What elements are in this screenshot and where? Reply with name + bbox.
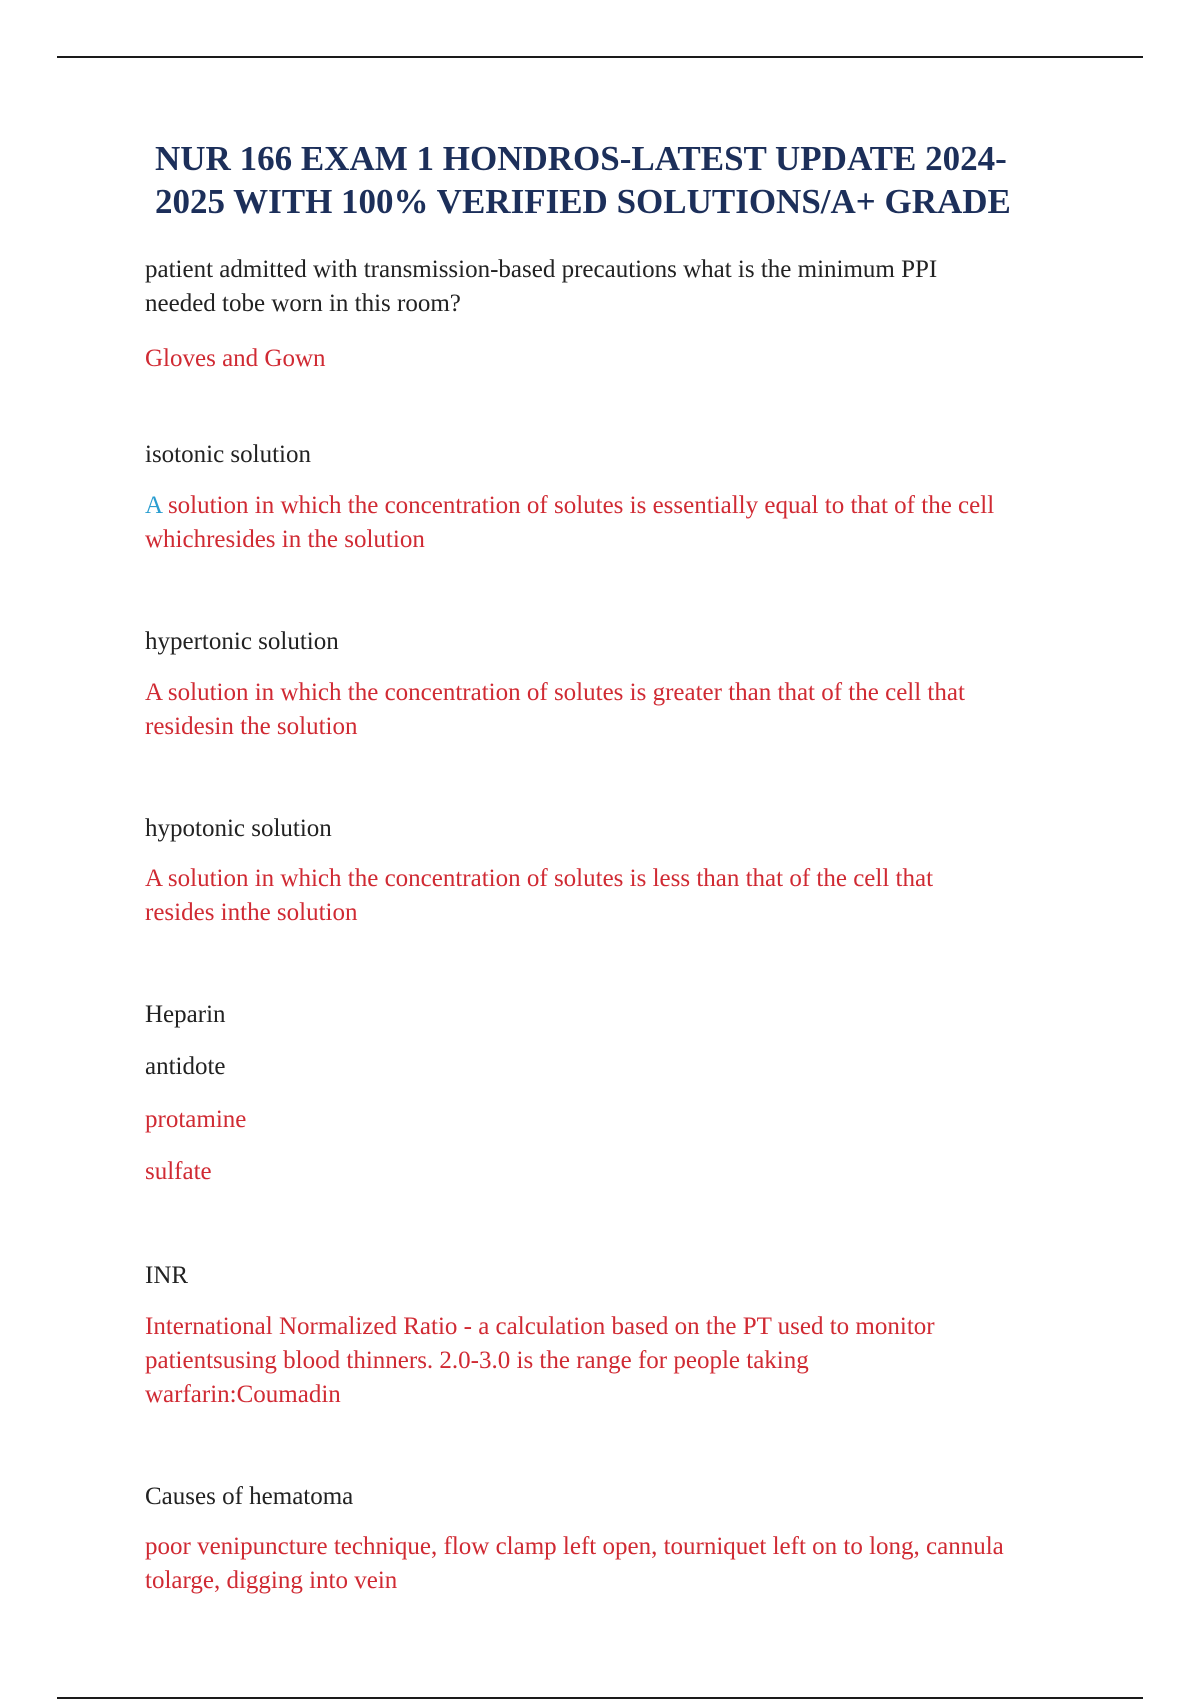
answer-inr: International Normalized Ratio - a calculation based on the PT used to monitor patientsusing blood thinners. 2.0-3.0 is the range for people taking warfarin:Coumadin [145,1313,935,1408]
answer-sulfate: sulfate [145,1158,212,1185]
question-causes-of-hematoma: Causes of hematoma [145,1483,354,1510]
answer-ppe-precautions: Gloves and Gown [145,345,326,372]
answer-protamine: protamine [145,1106,247,1133]
answer-hypertonic-solution: A solution in which the concentration of solutes is greater than that of the cell that residesin the solution [145,679,965,740]
answer-hypotonic-solution: A solution in which the concentration of solutes is less than that of the cell that resides inthe solution [145,865,934,926]
question-hypotonic-solution: hypotonic solution [145,815,332,842]
question-ppe-precautions: patient admitted with transmission-based precautions what is the minimum PPI needed tobe worn in this room? [145,256,938,317]
question-heparin: Heparin [145,1001,226,1028]
answer-isotonic-solution [145,489,1035,557]
question-antidote: antidote [145,1053,226,1080]
top-rule [57,56,1143,58]
answer-causes-of-hematoma: poor venipuncture technique, flow clamp left open, tourniquet left on to long, cannula tolarge, digging into vein [145,1533,1004,1594]
bottom-rule [57,1697,1143,1699]
answer-lead-letter: A [145,492,162,519]
answer-isotonic-text: solution in which the concentration of solutes is essentially equal to that of the cell whichresides in the solution [145,492,995,553]
document-title: NUR 166 EXAM 1 HONDROS-LATEST UPDATE 2024-2025 WITH 100% VERIFIED SOLUTIONS/A+ GRADE [155,139,1011,221]
question-isotonic-solution: isotonic solution [145,441,311,468]
question-inr: INR [145,1262,189,1289]
question-hypertonic-solution: hypertonic solution [145,628,339,655]
